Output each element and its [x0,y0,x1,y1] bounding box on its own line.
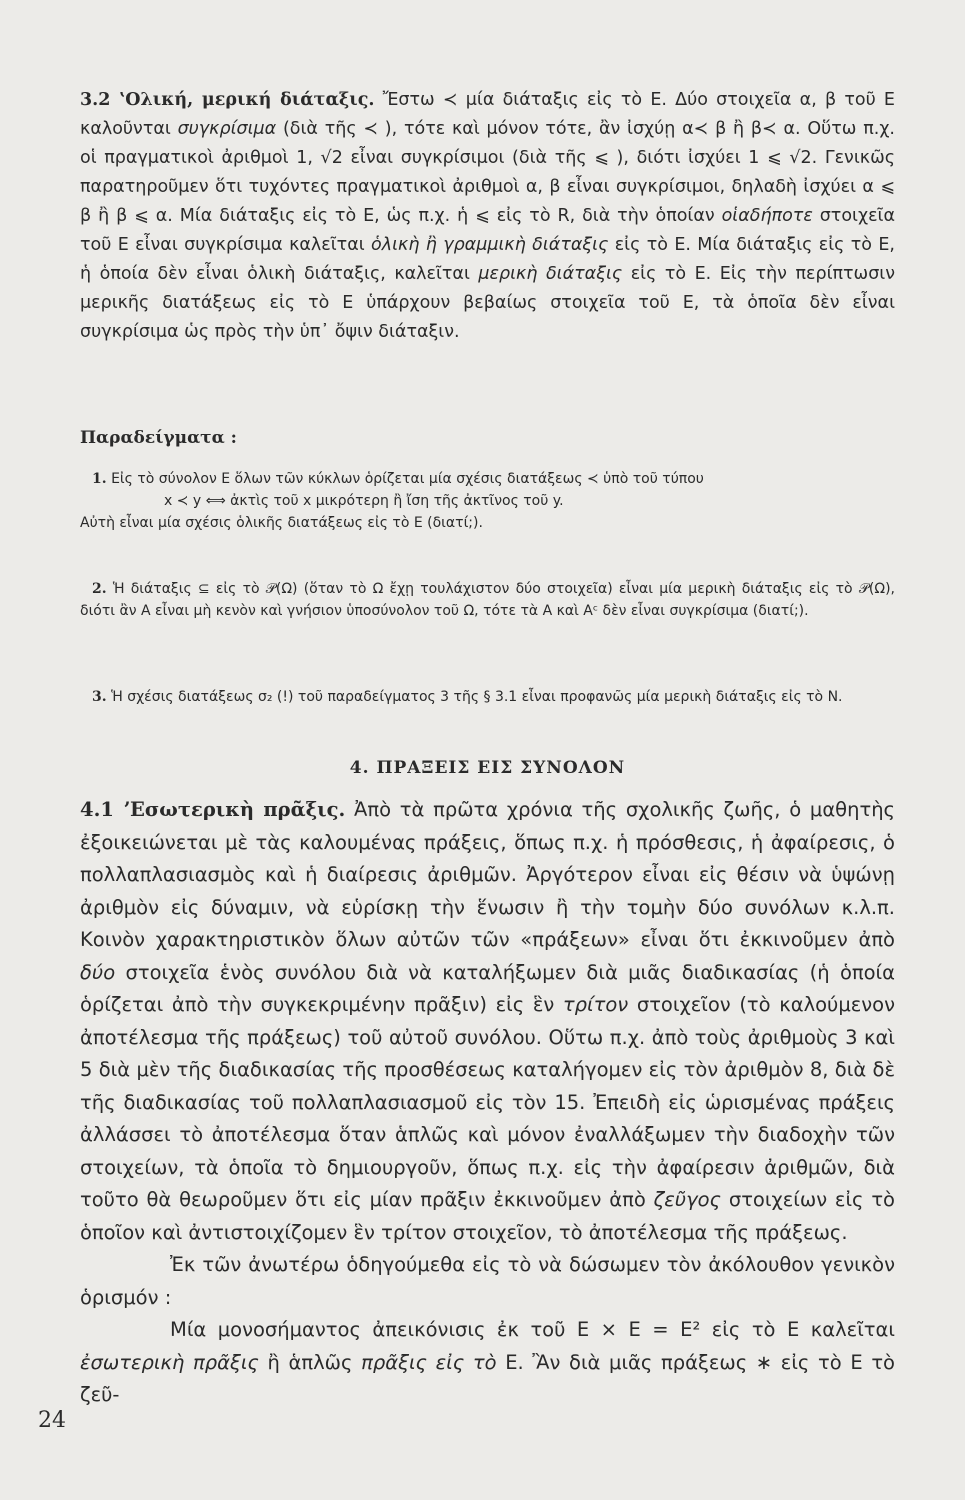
section-4-1 [80,794,895,1412]
example-2-text: 2. Ἡ διάταξις ⊆ εἰς τὸ 𝒫(Ω) (ὅταν τὸ Ω ἔχῃ τουλάχιστον δύο στοιχεῖα) εἶναι μία μερικὴ διάταξις εἰς τὸ 𝒫(Ω), διότι ἂν Α εἶναι μὴ κενὸν καὶ γνήσιον ὑποσύνολον τοῦ Ω, τότε τὰ Α καὶ Αᶜ δὲν εἶναι συγκρίσιμα (διατί;). [80,581,895,619]
section-3-2 [80,86,895,347]
page-number: 24 [38,1408,66,1433]
section-3-2-paragraph: 3.2 ʽΟλική, μερική διάταξις. Ἔστω ≺ μία διάταξις εἰς τὸ Ε. Δύο στοιχεῖα α, β τοῦ Ε καλοῦνται συγκρίσιμα (διὰ τῆς ≺ ), τότε καὶ μόνον τότε, ἂν ἰσχύῃ α≺ β ἢ β≺ α. Οὕτω π.χ. οἱ πραγματικοὶ ἀριθμοὶ 1, √2 εἶναι συγκρίσιμοι (διὰ τῆς ⩽ ), διότι ἰσχύει 1 ⩽ √2. Γενικῶς παρατηροῦμεν ὅτι τυχόντες πραγματικοὶ ἀριθμοὶ α, β εἶναι συγκρίσιμοι, δηλαδὴ ἰσχύει α ⩽ β ἢ β ⩽ α. Μία διάταξις εἰς τὸ Ε, ὡς π.χ. ἡ ⩽ εἰς τὸ R, διὰ τὴν ὁποίαν οἱαδήποτε στοιχεῖα τοῦ Ε εἶναι συγκρίσιμα καλεῖται ὁλικὴ ἢ γραμμικὴ διάταξις εἰς τὸ Ε. Μία διάταξις εἰς τὸ Ε, ἡ ὁποία δὲν εἶναι ὁλικὴ διάταξις, καλεῖται μερικὴ διάταξις εἰς τὸ Ε. Εἰς τὴν περίπτωσιν μερικῆς διατάξεως εἰς τὸ Ε ὑπάρχουν βεβαίως στοιχεῖα τοῦ Ε, τὰ ὁποῖα δὲν εἶναι συγκρίσιμα ὡς πρὸς τὴν ὑπ᾽ ὄψιν διάταξιν. [80,90,896,342]
term-partial-order: μερικὴ διάταξις [478,264,623,284]
term-third: τρίτον [562,993,629,1016]
term-internal-operation: ἐσωτερικὴ πρᾶξις [80,1350,259,1374]
example-3 [80,686,895,708]
term-any: οἱαδήποτε [721,206,813,226]
example-3-text: 3. Ἡ σχέσις διατάξεως σ₂ (!) τοῦ παραδείγματος 3 τῆς § 3.1 εἶναι προφανῶς μία μερικὴ διάταξις εἰς τὸ Ν. [92,689,843,705]
term-two: δύο [80,960,116,984]
chapter-title: 4. ΠΡΑΞΕΙΣ ΕΙΣ ΣΥΝΟΛΟΝ [349,758,626,778]
section-4-1-paragraph-1: 4.1 ʼΕσωτερικὴ πρᾶξις. Ἀπὸ τὰ πρῶτα χρόνια τῆς σχολικῆς ζωῆς, ὁ μαθητὴς ἐξοικειώνεται μὲ τὰς καλουμένας πράξεις, ὅπως π.χ. ἡ πρόσθεσις, ἡ ἀφαίρεσις, ὁ πολλαπλασιασμὸς καὶ ἡ διαίρεσις ἀριθμῶν. Ἀργότερον εἶναι εἰς θέσιν νὰ ὑψώνῃ ἀριθμὸν εἰς δύναμιν, νὰ εὑρίσκῃ τὴν ἕνωσιν ἢ τὴν τομὴν δύο συνόλων κ.λ.π. Κοινὸν χαρακτηριστικὸν ὅλων αὐτῶν τῶν «πράξεων» εἶναι ὅτι ἐκκινοῦμεν ἀπὸ δύο στοιχεῖα ἑνὸς συνόλου διὰ νὰ καταλήξωμεν διὰ μιᾶς διαδικασίας (ἡ ὁποία ὁρίζεται ἀπὸ τὴν συγκεκριμένην πρᾶξιν) εἰς ἓν τρίτον στοιχεῖον (τὸ καλούμενον ἀποτέλεσμα τῆς πράξεως) τοῦ αὐτοῦ συνόλου. Οὕτω π.χ. ἀπὸ τοὺς ἀριθμοὺς 3 καὶ 5 διὰ μὲν τῆς διαδικασίας τῆς προσθέσεως καταλήγομεν εἰς τὸν ἀριθμὸν 8, διὰ δὲ τῆς διαδικασίας τοῦ πολλαπλασιασμοῦ εἰς τὸν 15. Ἐπειδὴ εἰς ὡρισμένας πράξεις ἀλλάσσει τὸ ἀποτέλεσμα ὅταν ἁπλῶς καὶ μόνον ἐναλλάξωμεν τὴν διαδοχὴν τῶν στοιχείων, τὰ ὁποῖα τὸ δημιουργοῦν, ὅπως π.χ. εἰς τὴν ἀφαίρεσιν ἀριθμῶν, διὰ τοῦτο θὰ θεωροῦμεν ὅτι εἰς μίαν πρᾶξιν ἐκκινοῦμεν ἀπὸ ζεῦγος στοιχείων εἰς τὸ ὁποῖον καὶ ἀντιστοιχίζομεν ἓν τρίτον στοιχεῖον, τὸ ἀποτέλεσμα τῆς πράξεως. [80,798,896,1244]
example-1-formula: x ≺ y ⟺ ἀκτὶς τοῦ x μικρότερη ἢ ἴση τῆς ἀκτῖνος τοῦ y. [164,493,564,509]
section-4-1-paragraph-2: Ἐκ τῶν ἀνωτέρω ὁδηγούμεθα εἰς τὸ νὰ δώσωμεν τὸν ἀκόλουθον γενικὸν ὁρισμόν : [80,1253,895,1309]
term-comparable: συγκρίσιμα [177,119,277,139]
section-4-1-paragraph-3: Μία μονοσήμαντος ἀπεικόνισις ἐκ τοῦ Ε × Ε = Ε² εἰς τὸ Ε καλεῖται ἐσωτερικὴ πρᾶξις ἢ ἁπλῶς πρᾶξις εἰς τὸ Ε. Ἂν διὰ μιᾶς πράξεως ∗ εἰς τὸ Ε τὸ ζεῦ- [80,1318,895,1406]
term-pair: ζεῦγος [653,1188,721,1211]
term-operation-on: πρᾶξις εἰς τὸ [361,1350,497,1374]
example-1 [80,468,895,534]
example-1-conclusion: Αὐτὴ εἶναι μία σχέσις ὁλικῆς διατάξεως εἰς τὸ Ε (διατί;). [80,515,483,531]
term-total-order: ὁλικὴ ἢ γραμμικὴ διάταξις [371,235,609,255]
section-4-1-heading: 4.1 ʼΕσωτερικὴ πρᾶξις. [80,798,346,821]
section-3-2-heading: 3.2 ʽΟλική, μερική διάταξις. [80,90,375,110]
examples-title: Παραδείγματα : [80,428,237,448]
example-2 [80,578,895,622]
example-1-text: 1. Εἰς τὸ σύνολον Ε ὅλων τῶν κύκλων ὁρίζεται μία σχέσις διατάξεως ≺ ὑπὸ τοῦ τύπου [92,471,704,487]
